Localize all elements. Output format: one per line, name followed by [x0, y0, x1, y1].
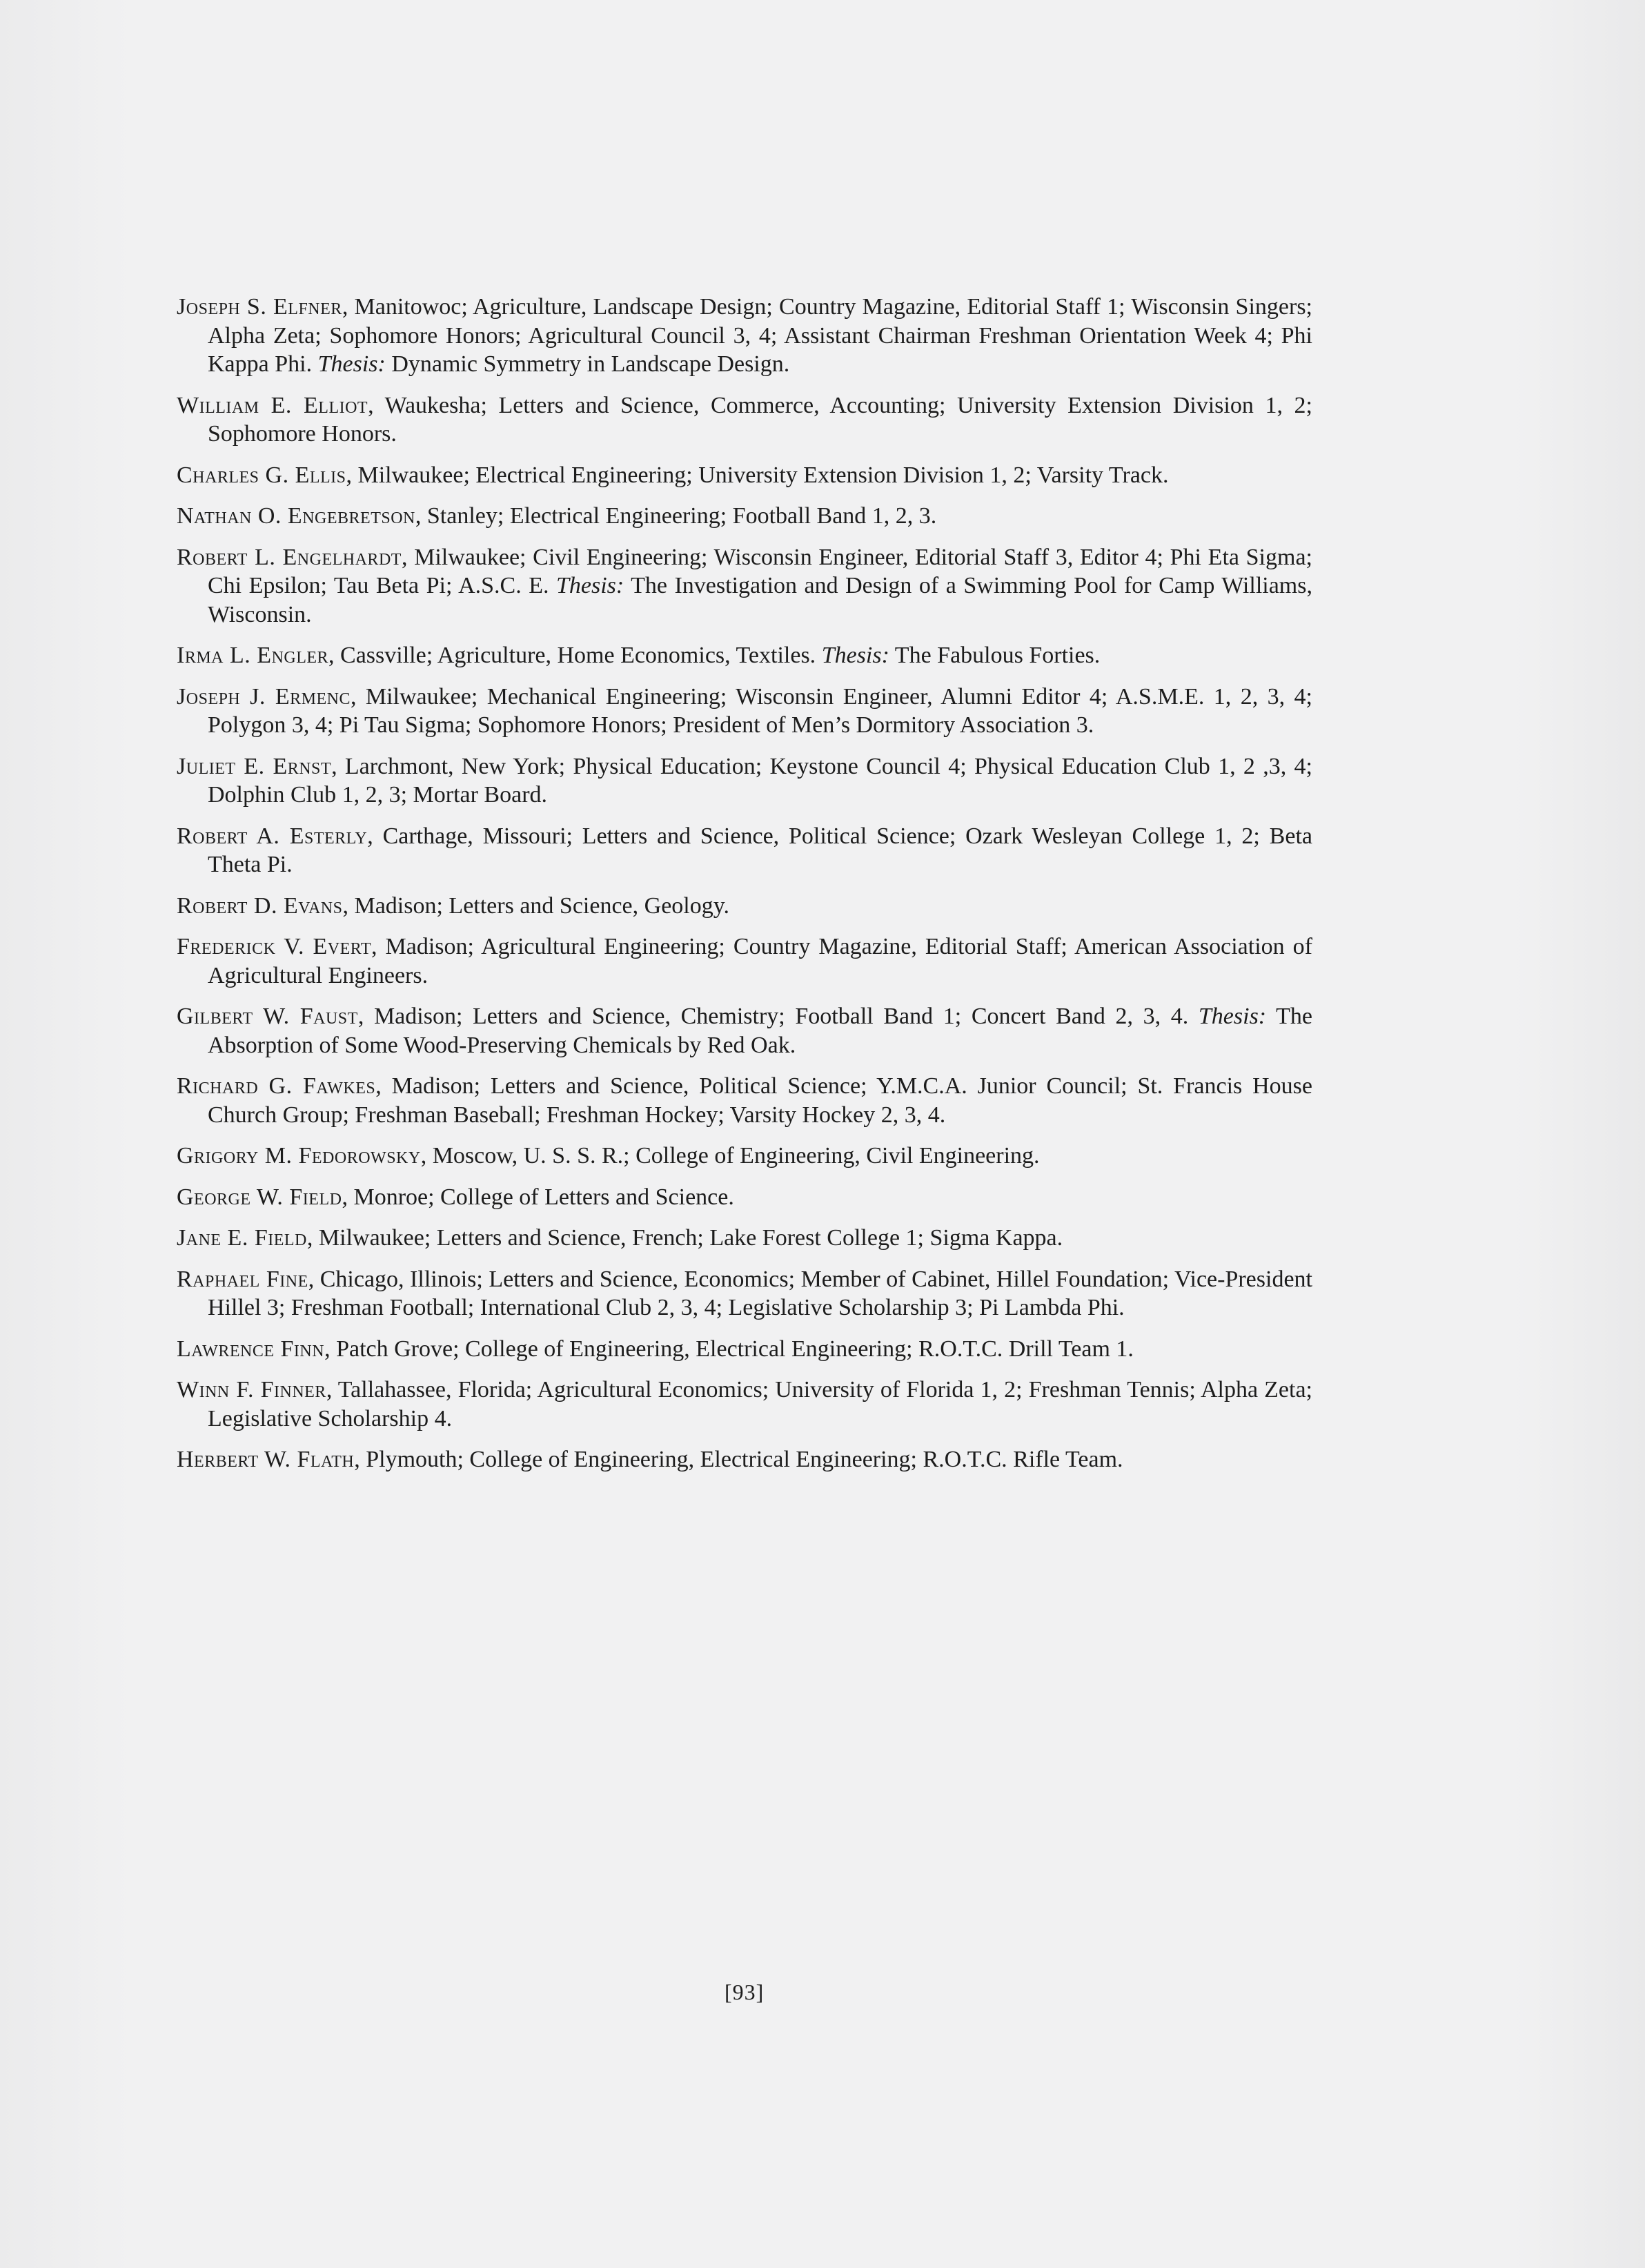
- student-entry: [177, 461, 1312, 490]
- student-entry: [177, 1183, 1312, 1212]
- student-entry: [177, 1265, 1312, 1322]
- student-entry: [177, 1445, 1312, 1474]
- student-details: , Madison; Letters and Science, Geology.: [342, 892, 730, 919]
- student-name: Grigory M. Fedorowsky: [177, 1143, 421, 1169]
- student-details: , Carthage, Missouri; Letters and Science, Political Science; Ozark Wesleyan College 1, 2; Beta Theta Pi.: [208, 823, 1312, 877]
- student-details: , Moscow, U. S. S. R.; College of Engineering, Civil Engineering.: [420, 1143, 1040, 1169]
- student-name: Robert A. Esterly: [177, 823, 368, 849]
- student-name: Gilbert W. Faust: [177, 1004, 358, 1029]
- student-details: , Manitowoc; Agriculture, Landscape Design; Country Magazine, Editorial Staff 1; Wisconsin Singers; Alpha Zeta; Sophomore Honors; Agricultural Council 3, 4; Assistant Chairman Freshman Orientation Week 4; Phi Kappa Phi.: [208, 294, 1313, 377]
- student-details: , Milwaukee; Civil Engineering; Wisconsin Engineer, Editorial Staff 3, Editor 4; Phi Eta Sigma; Chi Epsilon; Tau Beta Pi; A.S.C. E.: [208, 544, 1312, 598]
- student-name: Joseph J. Ermenc: [177, 683, 351, 710]
- student-entry: [177, 1335, 1312, 1364]
- student-entry: [177, 932, 1312, 990]
- thesis-title: The Investigation and Design of a Swimming Pool for Camp Williams, Wisconsin.: [208, 573, 1312, 627]
- thesis-title: The Fabulous Forties.: [889, 643, 1101, 668]
- student-details: , Milwaukee; Electrical Engineering; University Extension Division 1, 2; Varsity Track.: [346, 462, 1169, 488]
- student-name: Herbert W. Flath: [177, 1447, 355, 1472]
- page-number: [93]: [725, 1979, 765, 2004]
- student-details: , Madison; Letters and Science, Chemistry; Football Band 1; Concert Band 2, 3, 4.: [357, 1004, 1199, 1029]
- student-name: Nathan O. Engebretson: [177, 503, 415, 529]
- student-entry: [177, 1224, 1312, 1253]
- student-name: Jane E. Field: [177, 1225, 307, 1251]
- student-entry: [177, 683, 1312, 740]
- student-details: , Chicago, Illinois; Letters and Science, Economics; Member of Cabinet, Hillel Foundation; Vice-President Hillel 3; Freshman Football; International Club 2, 3, 4; Legislative Scholarship 3; Pi Lambda Phi.: [208, 1266, 1312, 1320]
- student-entry: [177, 293, 1312, 379]
- student-name: Robert L. Engelhardt: [177, 544, 402, 570]
- student-entry: [177, 1072, 1312, 1129]
- student-details: , Plymouth; College of Engineering, Electrical Engineering; R.O.T.C. Rifle Team.: [354, 1447, 1123, 1472]
- student-details: , Milwaukee; Mechanical Engineering; Wisconsin Engineer, Alumni Editor 4; A.S.M.E. 1, 2, 3, 4; Polygon 3, 4; Pi Tau Sigma; Sophomore Honors; President of Men’s Dormitory Association 3.: [208, 683, 1312, 738]
- student-entry: [177, 1376, 1312, 1433]
- student-name: Raphael Fine: [177, 1266, 308, 1292]
- student-details: , Monroe; College of Letters and Science.: [342, 1184, 734, 1210]
- student-entry: [177, 641, 1312, 670]
- thesis-title: The Absorption of Some Wood-Preserving Chemicals by Red Oak.: [208, 1004, 1313, 1058]
- student-details: , Tallahassee, Florida; Agricultural Economics; University of Florida 1, 2; Freshman Tennis; Alpha Zeta; Legislative Scholarship 4.: [208, 1377, 1313, 1431]
- student-details: , Patch Grove; College of Engineering, Electrical Engineering; R.O.T.C. Drill Team 1.: [324, 1336, 1134, 1362]
- student-name: Charles G. Ellis: [177, 462, 346, 488]
- student-details: , Cassville; Agriculture, Home Economics, Textiles.: [328, 643, 822, 668]
- student-details: , Stanley; Electrical Engineering; Football Band 1, 2, 3.: [415, 503, 937, 529]
- student-name: Frederick V. Evert: [177, 934, 371, 959]
- student-name: Lawrence Finn: [177, 1336, 325, 1362]
- student-entries: [177, 293, 1312, 1487]
- student-entry: [177, 822, 1312, 879]
- student-name: Richard G. Fawkes: [177, 1073, 376, 1099]
- thesis-label: Thesis:: [556, 573, 624, 598]
- student-name: William E. Elliot: [177, 392, 368, 418]
- thesis-label: Thesis:: [1198, 1004, 1267, 1029]
- student-entry: [177, 543, 1312, 629]
- thesis-title: Dynamic Symmetry in Landscape Design.: [385, 351, 790, 377]
- student-entry: [177, 1142, 1312, 1171]
- student-entry: [177, 1002, 1312, 1059]
- student-name: Joseph S. Elfner: [177, 294, 342, 320]
- student-entry: [177, 502, 1312, 531]
- student-entry: [177, 752, 1312, 810]
- student-details: , Larchmont, New York; Physical Education; Keystone Council 4; Physical Education Club 1, 2 ,3, 4; Dolphin Club 1, 2, 3; Mortar Board.: [208, 753, 1312, 808]
- student-name: Irma L. Engler: [177, 643, 329, 668]
- thesis-label: Thesis:: [821, 643, 889, 668]
- student-name: Winn F. Finner: [177, 1377, 326, 1402]
- student-details: , Waukesha; Letters and Science, Commerce, Accounting; University Extension Division 1, 2; Sophomore Honors.: [208, 392, 1312, 447]
- student-details: , Madison; Agricultural Engineering; Country Magazine, Editorial Staff; American Association of Agricultural Engineers.: [208, 934, 1312, 988]
- student-entry: [177, 391, 1312, 449]
- student-name: Juliet E. Ernst: [177, 753, 332, 779]
- student-details: , Milwaukee; Letters and Science, French; Lake Forest College 1; Sigma Kappa.: [306, 1225, 1063, 1251]
- student-name: Robert D. Evans: [177, 892, 343, 919]
- student-entry: [177, 892, 1312, 921]
- thesis-label: Thesis:: [317, 351, 386, 377]
- student-name: George W. Field: [177, 1184, 342, 1210]
- student-details: , Madison; Letters and Science, Political Science; Y.M.C.A. Junior Council; St. Francis House Church Group; Freshman Baseball; Freshman Hockey; Varsity Hockey 2, 3, 4.: [208, 1073, 1312, 1128]
